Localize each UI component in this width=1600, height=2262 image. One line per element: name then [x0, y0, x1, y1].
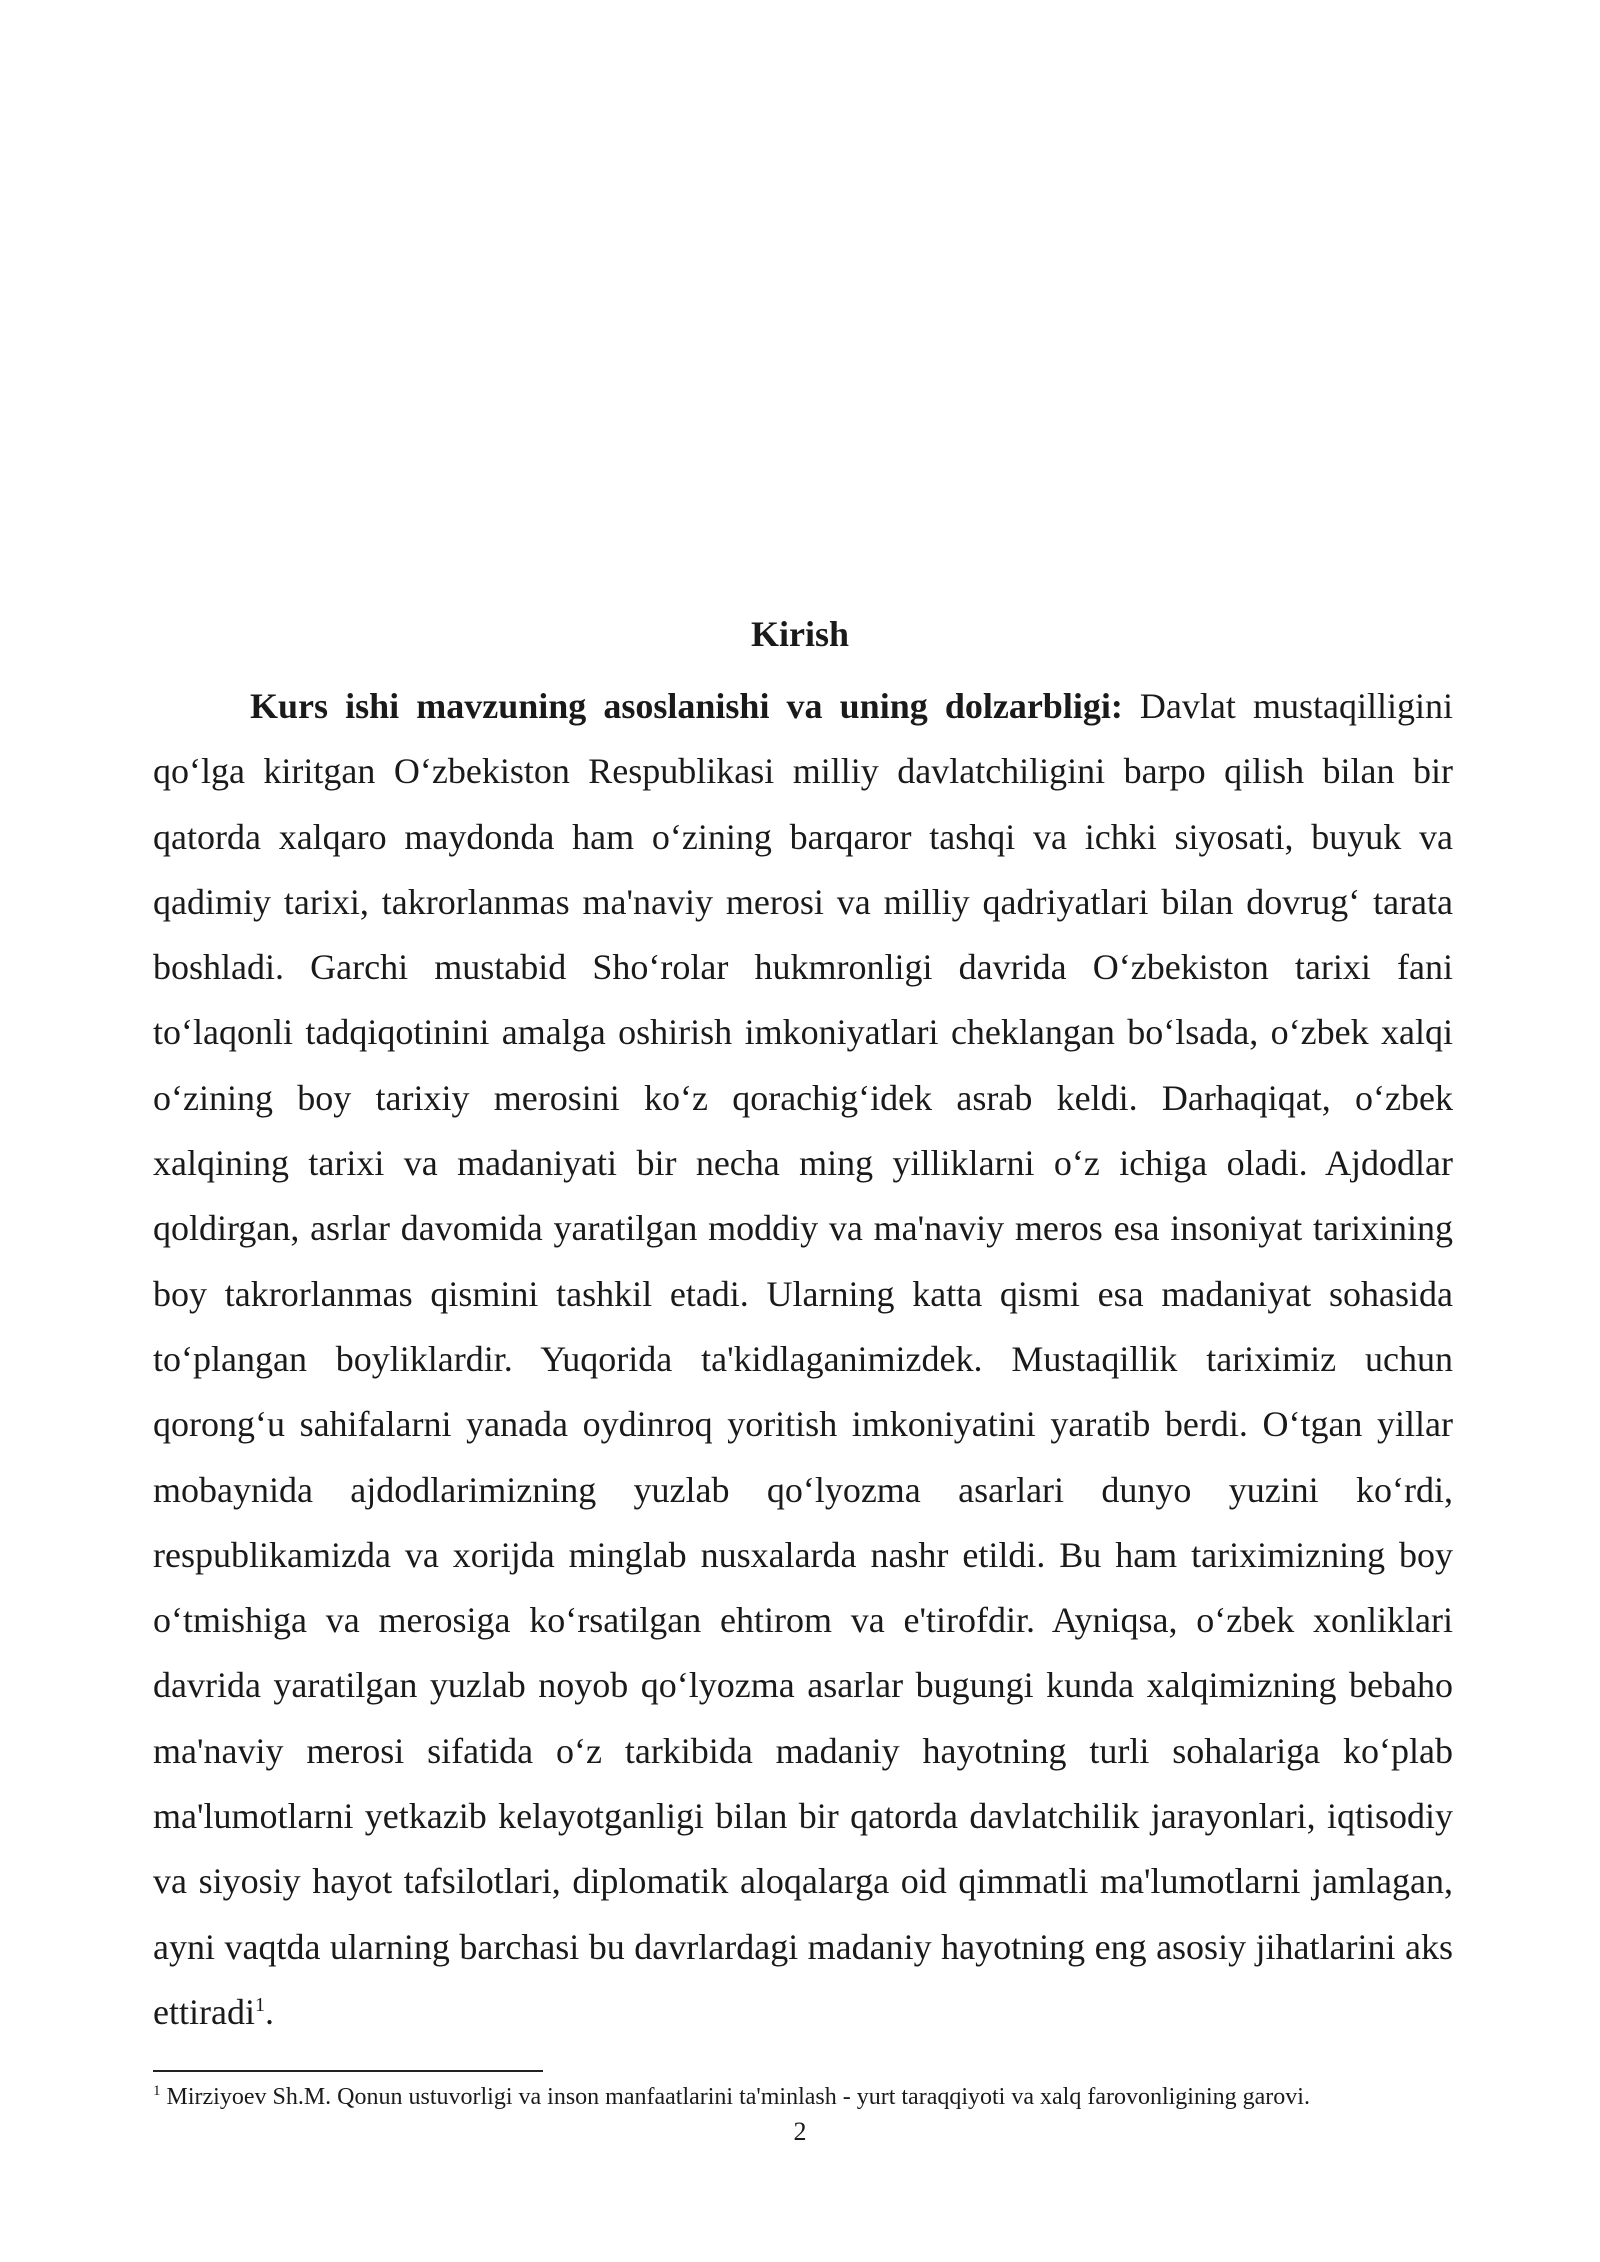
paragraph-lead: Kurs ishi mavzuning asoslanishi va uning dolzarbligi: [250, 686, 1123, 726]
paragraph-end: . [264, 1991, 274, 2032]
footnote-separator [153, 2070, 543, 2072]
footnote-marker: 1 [153, 2083, 161, 2099]
section-heading: Kirish [750, 614, 849, 654]
footnote-text: Mirziyoev Sh.M. Qonun ustuvorligi va inson manfaatlarini ta'minlash - yurt taraqqiyoti va xalq farovonligining garovi. [160, 2084, 1310, 2110]
body-paragraph [153, 674, 1453, 2045]
footnote-reference[interactable]: 1 [254, 1993, 265, 2016]
page-number: 2 [793, 2117, 807, 2146]
footnote [153, 2082, 1463, 2112]
paragraph-text: Davlat mustaqilligini qo‘lga kiritgan O‘zbekiston Respublikasi milliy davlatchiligini barpo qilish bilan bir qatorda xalqaro maydonda ham o‘zining barqaror tashqi va ichki siyosati, buyuk va qadimiy tarixi, takrorlanmas ma'naviy merosi va milliy qadriyatlari bilan dovrug‘ tarata boshladi. Garchi mustabid Sho‘rolar hukmronligi davrida O‘zbekiston tarixi fani to‘laqonli tadqiqotinini amalga oshirish imkoniyatlari cheklangan bo‘lsada, o‘zbek xalqi o‘zining boy tarixiy merosini ko‘z qorachig‘idek asrab keldi. Darhaqiqat, o‘zbek xalqining tarixi va madaniyati bir necha ming yilliklarni o‘z ichiga oladi. Ajdodlar qoldirgan, asrlar davomida yaratilgan moddiy va ma'naviy meros esa insoniyat tarixining boy takrorlanmas qismini tashkil etadi. Ularning katta qismi esa madaniyat sohasida to‘plangan boyliklardir. Yuqorida ta'kidlaganimizdek. Mustaqillik tariximiz uchun qorong‘u sahifalarni yanada oydinroq yoritish imkoniyatini yaratib berdi. O‘tgan yillar mobaynida ajdodlarimizning yuzlab qo‘lyozma asarlari dunyo yuzini ko‘rdi, respublikamizda va xorijda minglab nusxalarda nashr etildi. Bu ham tariximizning boy o‘tmishiga va merosiga ko‘rsatilgan ehtirom va e'tirofdir. Ayniqsa, o‘zbek xonliklari davrida yaratilgan yuzlab noyob qo‘lyozma asarlar bugungi kunda xalqimizning bebaho ma'naviy merosi sifatida o‘z tarkibida madaniy hayotning turli sohalariga ko‘plab ma'lumotlarni yetkazib kelayotganligi bilan bir qatorda davlatchilik jarayonlari, iqtisodiy va siyosiy hayot tafsilotlari, diplomatik aloqalarga oid qimmatli ma'lumotlarni jamlagan, ayni vaqtda ularning barchasi bu davrlardagi madaniy hayotning eng asosiy jihatlarini aks ettiradi [153, 686, 1453, 2032]
